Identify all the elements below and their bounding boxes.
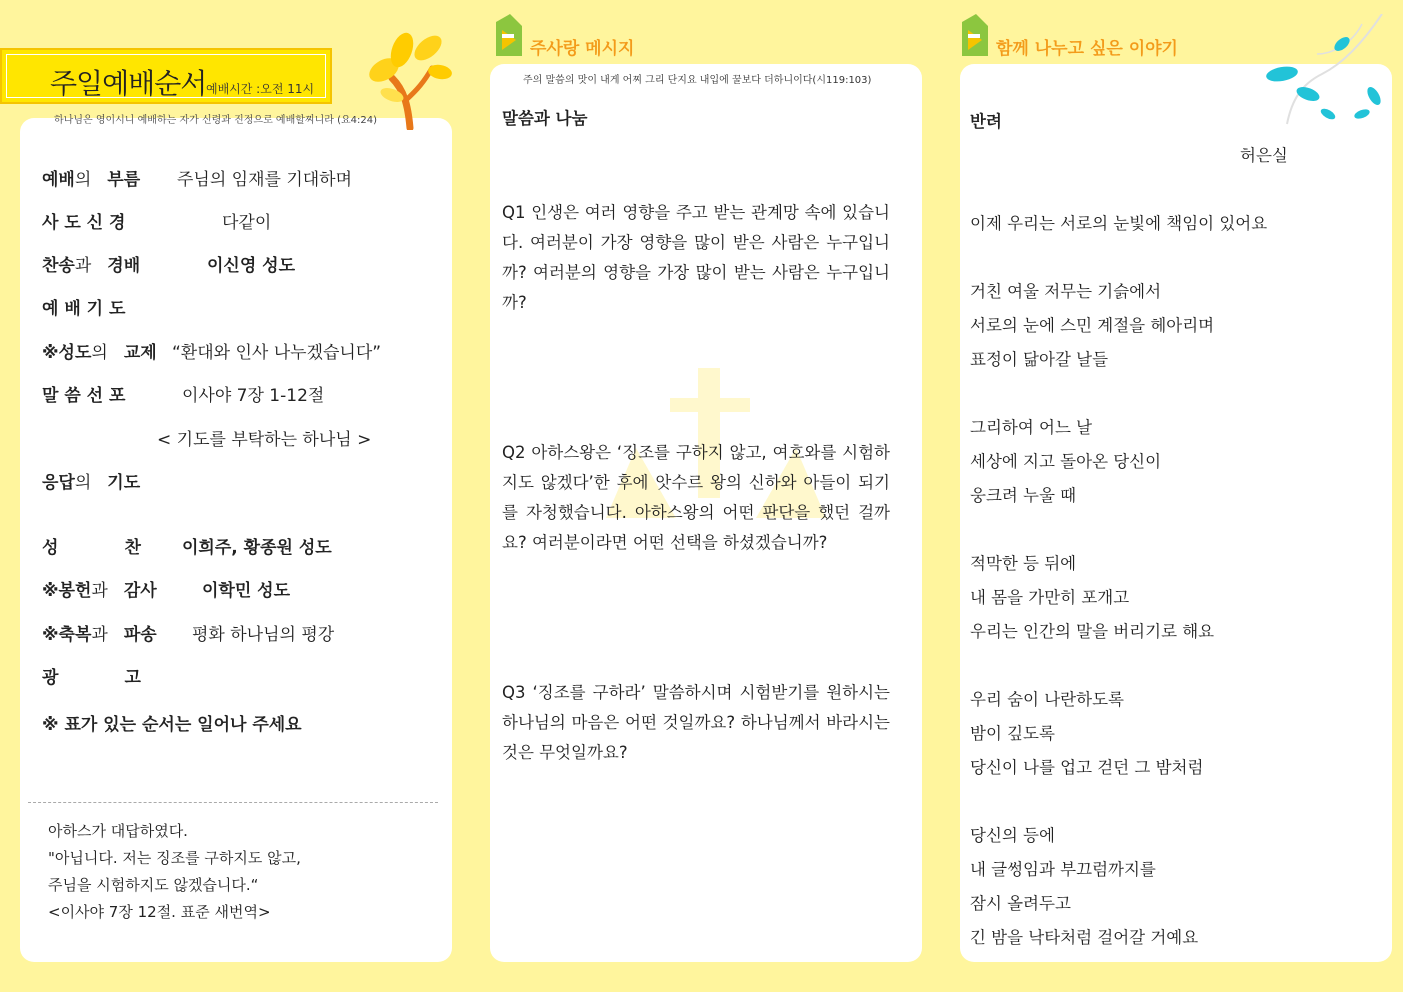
poem-line: 잠시 올려두고 [970,894,1071,913]
poem-author: 허은실 [1240,146,1288,165]
poem-line: 적막한 등 뒤에 [970,554,1077,573]
order-row [42,576,442,602]
poem-line: 내 몸을 가만히 포개고 [970,588,1130,607]
poem-line: 긴 밤을 낙타처럼 걸어갈 거예요 [970,928,1199,947]
order-value: 다같이 [222,213,272,233]
header-verse: 하나님은 영이시니 예배하는 자가 신령과 진정으로 예배할찌니라 (요4:24) [54,115,377,126]
order-row [42,251,442,277]
order-row [42,425,442,451]
order-label: 사 도 신 경 [42,213,126,233]
page-title: 주일예배순서 [50,67,207,100]
poem-line: 내 글썽임과 부끄럼까지를 [970,860,1156,879]
poem-line: 우리는 인간의 말을 버리기로 해요 [970,622,1215,641]
poem-line: 당신의 등에 [970,826,1055,845]
poem-line: 서로의 눈에 스민 계절을 헤아리며 [970,316,1215,335]
order-value: 주님의 임재를 기대하며 [177,170,353,190]
arrow-icon [958,12,992,58]
arrow-icon [492,12,526,58]
quote-line: 주님을 시험하지도 않겠습니다.“ [48,876,259,894]
order-label: ※봉헌과 감사 [42,581,157,601]
quote-line: "아닙니다. 저는 징조를 구하지도 않고, [48,849,301,867]
poem-line: 세상에 지고 돌아온 당신이 [970,452,1162,471]
floral-decoration-icon [1262,14,1392,129]
header-verse: 주의 말씀의 맛이 내게 어찌 그리 단지요 내입에 꿀보다 더하니이다(시119:103) [523,75,872,86]
order-value: “환대와 인사 나누겠습니다” [172,343,382,363]
question-3: Q3 ‘징조를 구하라’ 말씀하시며 시험받기를 원하시는 하나님의 마음은 어떤 것일까요? 하나님께서 바라시는 것은 무엇일까요? [502,683,890,762]
tree-icon [362,20,452,130]
order-label: ※축복과 파송 [42,625,157,645]
order-label: 응답의 기도 [42,473,141,493]
order-label: 찬송과 경배 [42,256,141,276]
order-value: 이희주, 황종원 성도 [182,538,332,558]
order-label: ※성도의 교제 [42,343,157,363]
worship-time: 예배시간 :오전 11시 [206,82,315,96]
poem-title: 반려 [970,112,1002,131]
section-header: 주사랑 메시지 [530,39,635,59]
order-value: 이신영 성도 [207,256,296,276]
order-row [42,165,442,191]
poem-line: 거친 여울 저무는 기슭에서 [970,282,1162,301]
order-row [42,468,442,494]
quote-source: <이사야 7장 12절. 표준 새번역> [48,903,271,921]
order-row [42,338,442,364]
order-value: < 기도를 부탁하는 하나님 > [157,430,372,450]
poem-line: 웅크려 누울 때 [970,486,1077,505]
order-label: 성 찬 [42,538,141,558]
question-1: Q1 인생은 여러 영향을 주고 받는 관계망 속에 있습니다. 여러분이 가장 영향을 많이 받은 사람은 누구입니까? 여러분의 영향을 가장 많이 받는 사람은 누구입니까? [502,203,890,312]
order-row [42,208,442,234]
order-row [42,381,442,407]
order-value: 평화 하나님의 평강 [192,625,335,645]
order-label: 말 씀 선 포 [42,386,126,406]
section-title: 말씀과 나눔 [502,109,588,128]
order-label: 예배의 부름 [42,170,141,190]
poem-line: 당신이 나를 업고 걷던 그 밤처럼 [970,758,1204,777]
poem-line: 우리 숨이 나란하도록 [970,690,1124,709]
poem-line: 이제 우리는 서로의 눈빛에 책임이 있어요 [970,214,1268,233]
question-2: Q2 아하스왕은 ‘징조를 구하지 않고, 여호와를 시험하지도 않겠다’한 후에 앗수르 왕의 신하와 아들이 되기를 자청했습니다. 아하스왕의 어떤 판단을 했던 걸까요? 여러분이라면 어떤 선택을 하셨겠습니까? [502,443,890,552]
divider [28,802,438,803]
quote-line: 아하스가 대답하였다. [48,822,188,840]
order-row [42,533,442,559]
poem-line: 그리하여 어느 날 [970,418,1093,437]
order-value: 이학민 성도 [202,581,291,601]
order-value: 이사야 7장 1-12절 [182,386,325,406]
order-row [42,620,442,646]
poem-line: 밤이 깊도록 [970,724,1055,743]
order-row [42,294,442,320]
poem-line: 표정이 닮아갈 날들 [970,350,1109,369]
order-label: 광 고 [42,668,141,688]
order-label: 예 배 기 도 [42,299,126,319]
stand-note: ※ 표가 있는 순서는 일어나 주세요 [42,715,302,735]
order-row [42,663,442,689]
section-header: 함께 나누고 싶은 이야기 [996,39,1178,59]
